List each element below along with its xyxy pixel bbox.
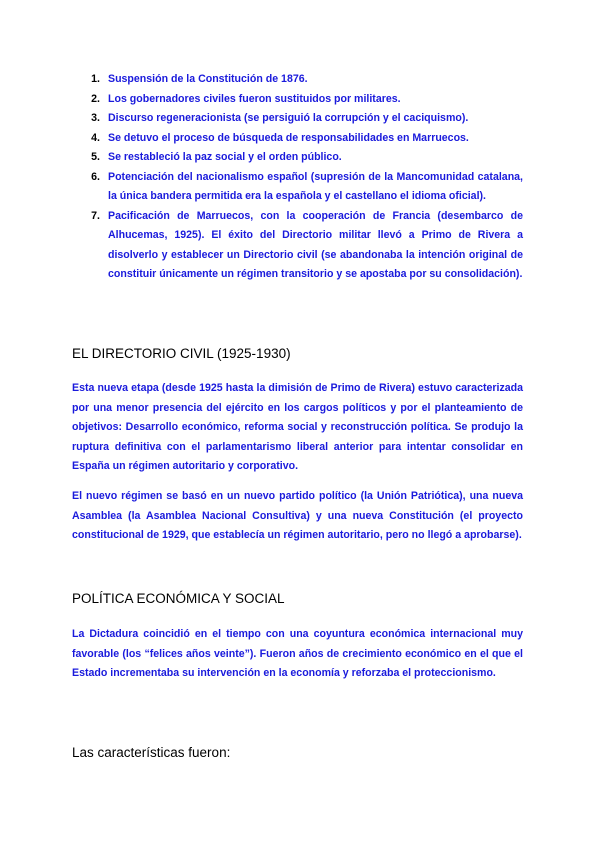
- list-item-text: Pacificación de Marruecos, con la cooperación de Francia (desembarco de Alhucemas, 1925). El éxito del Directorio militar llevó a Primo de Rivera a disolverlo y establecer un Directorio civil (se abandonaba la intención original de constituir únicamente un régimen transitorio y se apostaba por su consolidación).: [108, 209, 523, 280]
- paragraph-directorio-1: Esta nueva etapa (desde 1925 hasta la dimisión de Primo de Rivera) estuvo caracterizada por una menor presencia del ejército en los cargos políticos y por el planteamiento de objetivos: Desarrollo económico, reforma social y reconstrucción política. Se produjo la ruptura definitiva con el parlamentarismo liberal anterior para intentar consolidar en España un régimen autoritario y corporativo.: [72, 382, 523, 472]
- list-item: [78, 168, 523, 207]
- list-item-number: 7.: [91, 209, 100, 222]
- list-item-number: 1.: [91, 73, 100, 85]
- list-item: [78, 129, 523, 149]
- list-item-text: Suspensión de la Constitución de 1876.: [108, 73, 308, 85]
- paragraph-directorio-2: El nuevo régimen se basó en un nuevo partido político (la Unión Patriótica), una nueva Asamblea (la Asamblea Nacional Consultiva) y una nueva Constitución (el proyecto constitucional de 1929, que establecía un régimen autoritario, pero no llegó a aprobarse).: [72, 490, 523, 541]
- list-item: [78, 207, 523, 285]
- heading-caracteristicas: Las características fueron:: [72, 745, 231, 760]
- list-item-number: 4.: [91, 131, 100, 144]
- list-item-number: 3.: [91, 112, 100, 124]
- list-item: [78, 70, 523, 90]
- heading-directorio-civil: EL DIRECTORIO CIVIL (1925-1930): [72, 346, 291, 361]
- measures-list: [78, 70, 523, 285]
- list-item: [78, 109, 523, 129]
- heading-politica-economica: POLÍTICA ECONÓMICA Y SOCIAL: [72, 591, 285, 606]
- list-item: [78, 148, 523, 168]
- list-item-text: Los gobernadores civiles fueron sustituidos por militares.: [108, 92, 401, 105]
- list-item-text: Potenciación del nacionalismo español (supresión de la Mancomunidad catalana, la única bandera permitida era la española y el castellano el idioma oficial).: [108, 170, 523, 202]
- list-item-number: 5.: [91, 151, 100, 163]
- list-item-number: 2.: [91, 92, 100, 105]
- list-item-text: Discurso regeneracionista (se persiguió la corrupción y el caciquismo).: [108, 112, 469, 124]
- list-item-text: Se restableció la paz social y el orden público.: [108, 151, 342, 163]
- paragraph-politica: La Dictadura coincidió en el tiempo con una coyuntura económica internacional muy favorable (los “felices años veinte”). Fueron años de crecimiento económico en el que el Estado incrementaba su intervención en la economía y reforzaba el proteccionismo.: [72, 628, 523, 679]
- list-item-number: 6.: [91, 170, 100, 183]
- list-item: [78, 90, 523, 110]
- list-item-text: Se detuvo el proceso de búsqueda de responsabilidades en Marruecos.: [108, 131, 469, 144]
